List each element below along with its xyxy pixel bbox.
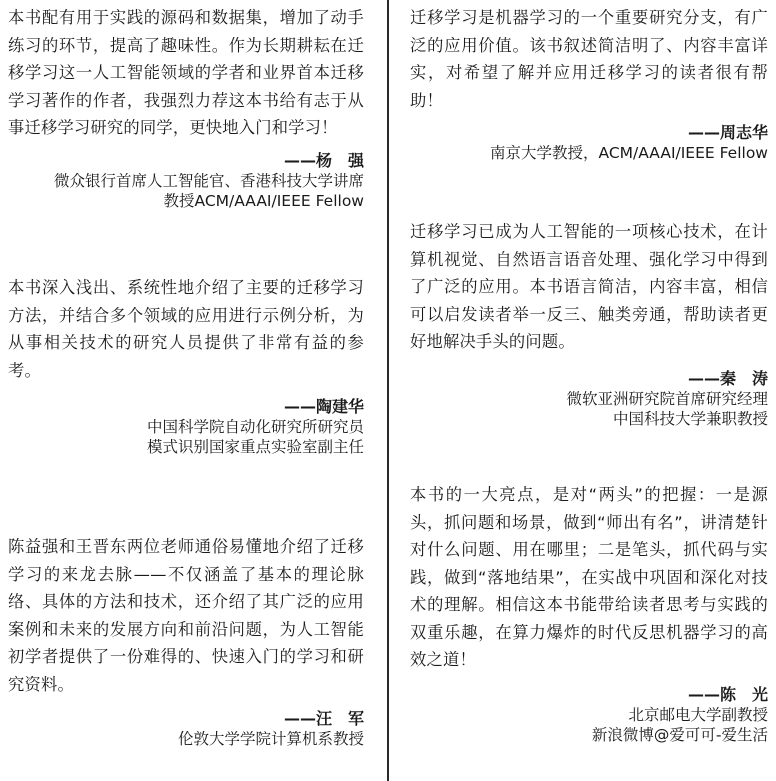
endorsement-yang-qiang: [8, 4, 364, 211]
endorser-name: ——陈 光: [687, 684, 768, 704]
column-divider: [387, 0, 389, 781]
endorser-title: 模式识别国家重点实验室副主任: [146, 438, 364, 456]
endorser-name: ——周志华: [687, 123, 768, 142]
endorsement-signature: [410, 368, 768, 429]
endorser-title: 微众银行首席人工智能官、香港科技大学讲席: [53, 171, 364, 190]
endorser-name: ——陶建华: [283, 397, 364, 416]
endorser-name: ——汪 军: [283, 709, 364, 728]
endorsement-zhou-zhihua: [410, 4, 768, 163]
endorser-title: 中国科技大学兼职教授: [612, 409, 768, 428]
endorsement-signature: [410, 684, 768, 745]
endorsement-text: 本书的一大亮点，是对“两头”的把握：一是源头，抓问题和场景，做到“师出有名”，讲清楚针对什么问题、用在哪里；二是笔头，抓代码与实践，做到“落地结果”，在实战中巩固和深化对技术的理解。相信这本书能带给读者思考与实践的双重乐趣，在算力爆炸的时代反思机器学习的高效之道！: [410, 485, 768, 669]
endorsement-text: 陈益强和王晋东两位老师通俗易懂地介绍了迁移学习的来龙去脉——不仅涵盖了基本的理论脉络、具体的方法和技术，还介绍了其广泛的应用案例和未来的发展方向和前沿问题，为人工智能初学者提供了一份难得的、快速入门的学习和研究资料。: [8, 537, 364, 694]
endorser-title: 中国科学院自动化研究所研究员: [146, 418, 364, 436]
endorser-title: 伦敦大学学院计算机系教授: [177, 730, 364, 748]
endorsement-text: 本书配有用于实践的源码和数据集，增加了动手练习的环节，提高了趣味性。作为长期耕耘在迁移学习这一人工智能领域的学者和业界首本迁移学习著作的作者，我强烈力荐这本书给有志于从事迁移学习研究的同学，更快地入门和学习！: [8, 8, 364, 137]
endorsement-signature: [8, 396, 364, 457]
endorsement-text: 迁移学习是机器学习的一个重要研究分支，有广泛的应用价值。该书叙述简洁明了、内容丰富详实，对希望了解并应用迁移学习的读者很有帮助！: [410, 8, 768, 110]
endorsement-signature: [8, 708, 364, 749]
endorsement-text: 迁移学习已成为人工智能的一项核心技术，在计算机视觉、自然语言语音处理、强化学习中得到了广泛的应用。本书语言简洁，内容丰富，相信可以启发读者举一反三、触类旁通，帮助读者更好地解决手头的问题。: [410, 222, 768, 351]
endorser-title: 微软亚洲研究院首席研究经理: [566, 389, 768, 408]
endorser-title: 北京邮电大学副教授: [628, 705, 768, 724]
endorsement-text: 本书深入浅出、系统性地介绍了主要的迁移学习方法，并结合多个领域的应用进行示例分析，为从事相关技术的研究人员提供了非常有益的参考。: [8, 278, 364, 380]
endorser-name: ——秦 涛: [687, 368, 768, 388]
endorsement-tao-jianhua: [8, 274, 364, 457]
endorsement-chen-guang: [410, 481, 768, 745]
endorser-title: 新浪微博@爱可可-爱生活: [591, 725, 768, 744]
endorser-title: 南京大学教授，ACM/AAAI/IEEE Fellow: [490, 144, 768, 162]
endorsement-wang-jun: [8, 533, 364, 749]
endorsement-signature: [8, 150, 364, 211]
endorser-name: ——杨 强: [283, 150, 364, 170]
endorsement-qin-tao: [410, 218, 768, 429]
endorser-title: 教授ACM/AAAI/IEEE Fellow: [163, 191, 364, 210]
endorsement-signature: [410, 122, 768, 163]
